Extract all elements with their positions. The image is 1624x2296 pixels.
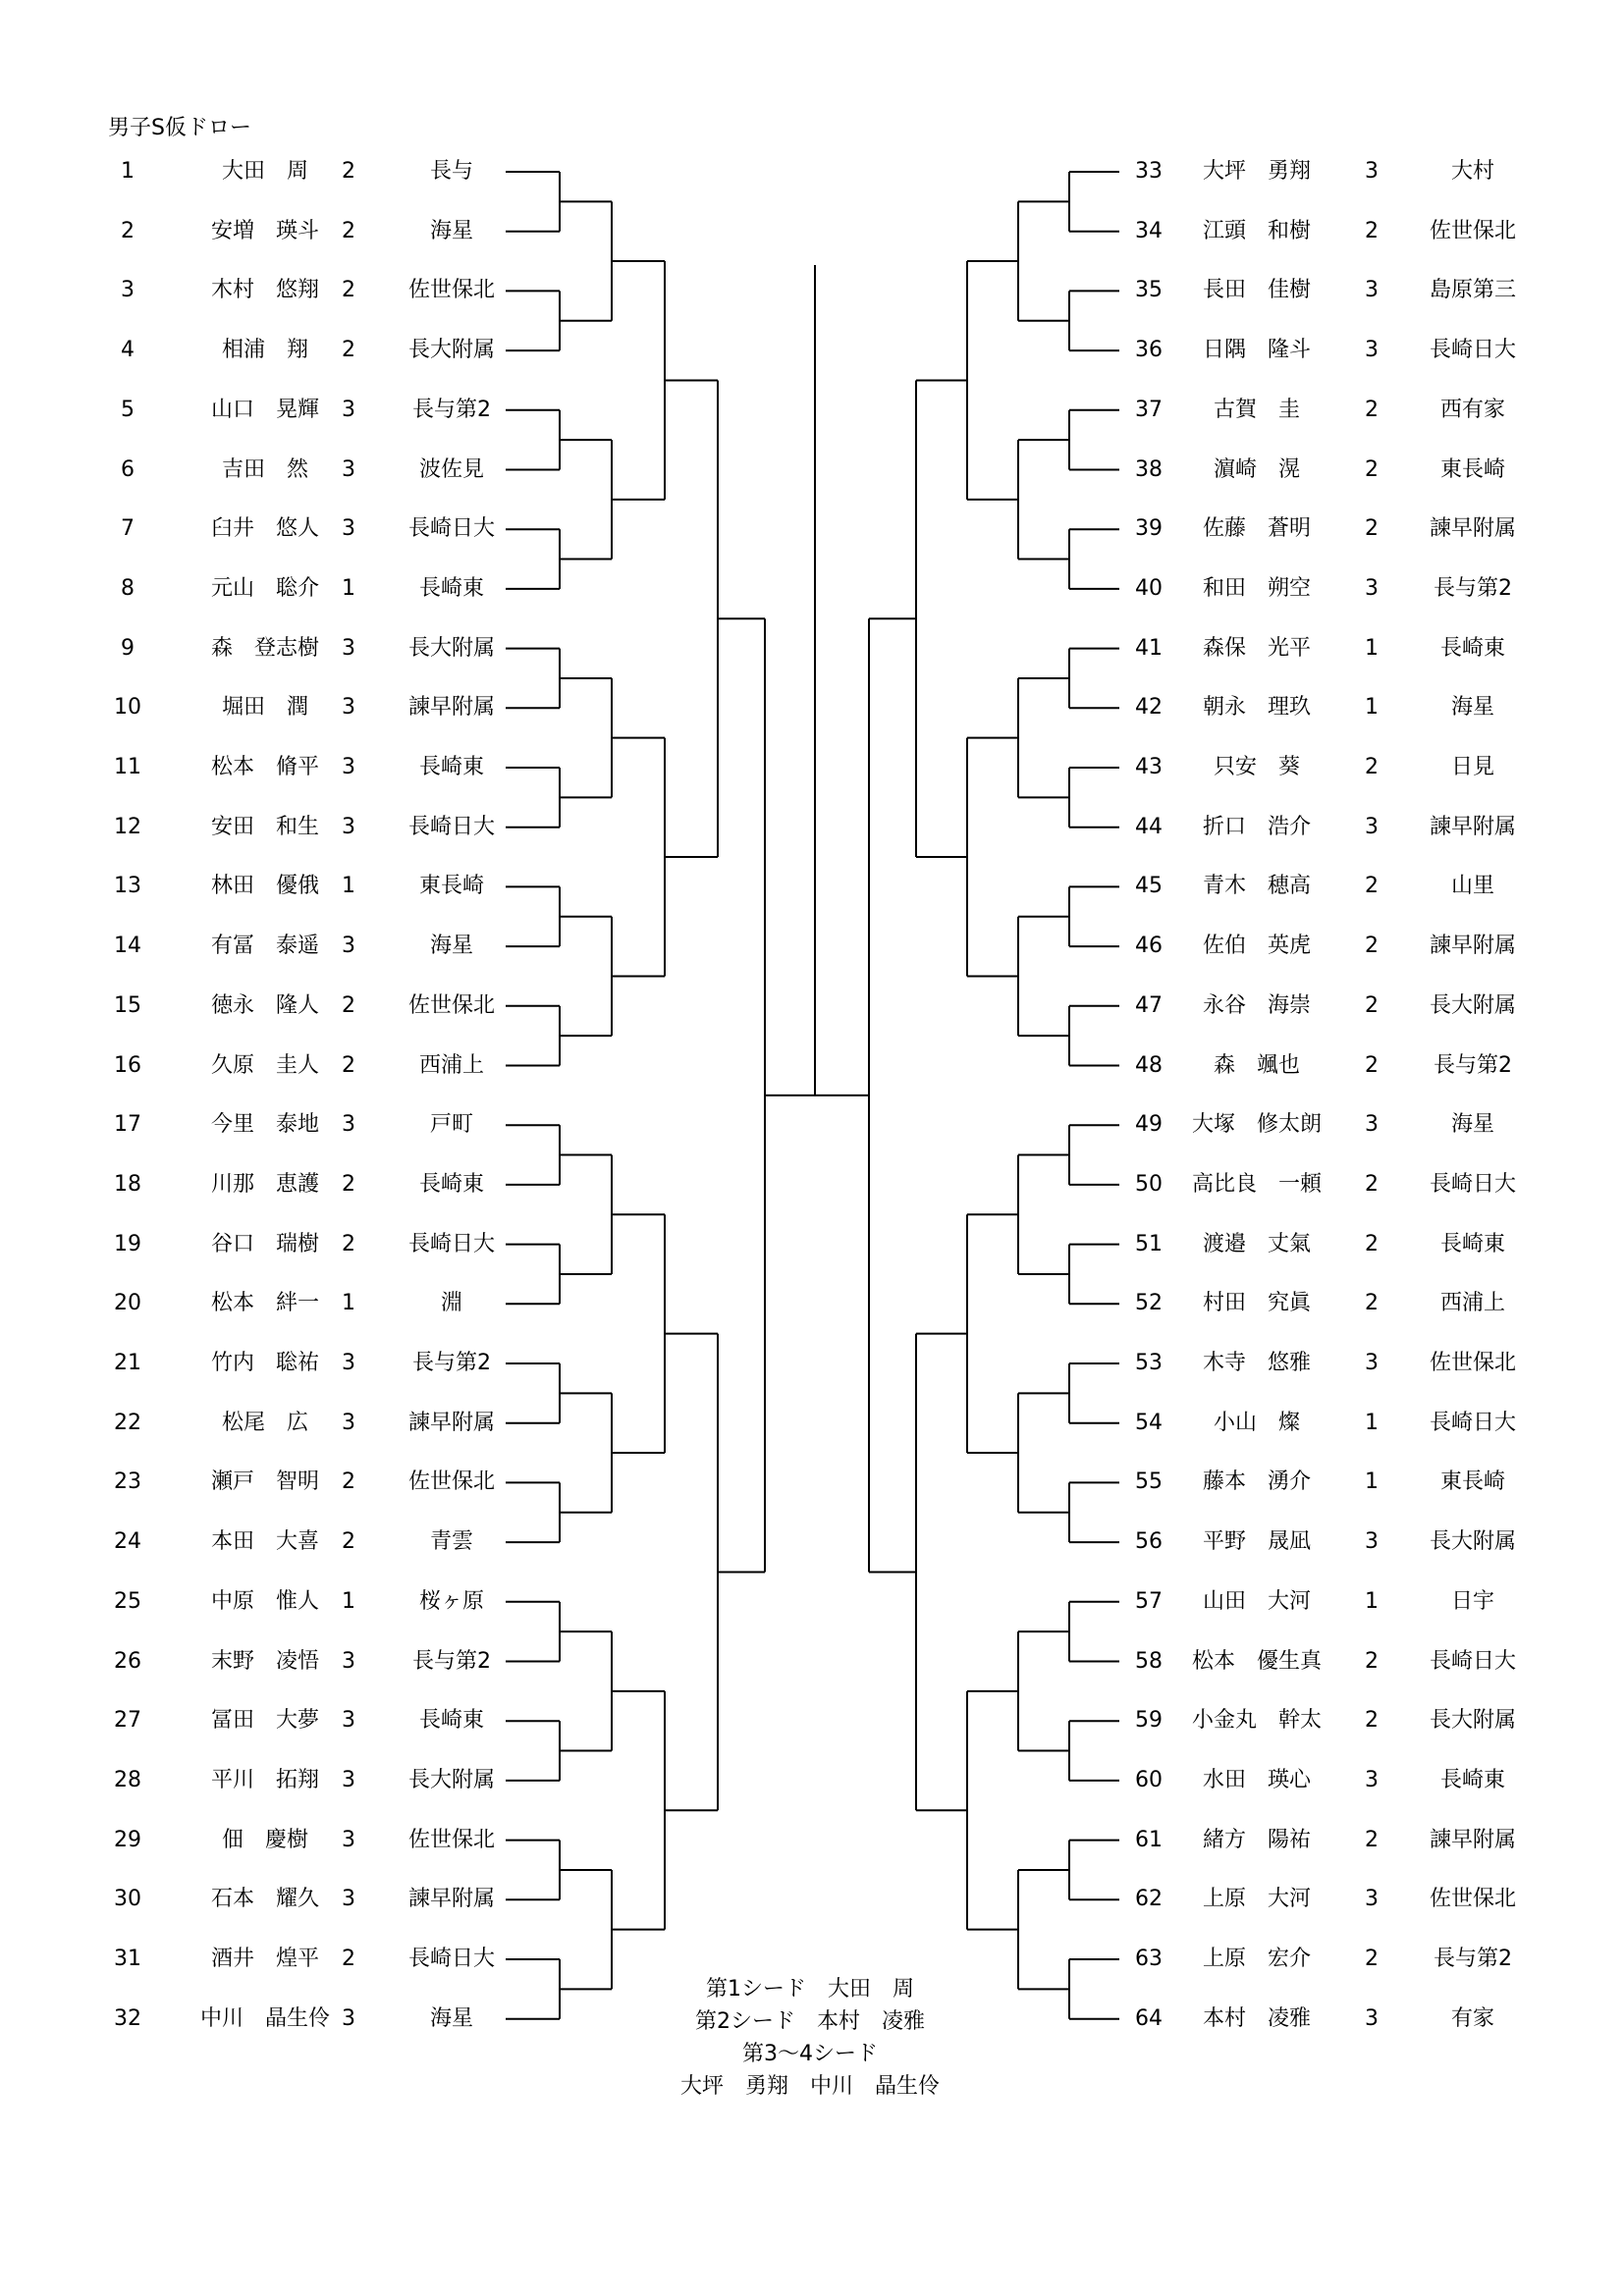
player-grade: 2 (342, 1231, 355, 1256)
player-school: 長崎東 (1439, 1231, 1505, 1256)
player-grade: 2 (1365, 516, 1379, 542)
entry-number: 48 (1135, 1052, 1163, 1078)
player-name: 山田 大河 (1202, 1588, 1311, 1614)
player-name: 瀬戸 智明 (210, 1469, 319, 1495)
player-school: 長崎日大 (1429, 338, 1516, 363)
player-name: 佃 慶樹 (221, 1827, 308, 1852)
player-grade: 2 (342, 1469, 355, 1495)
player-name: 折口 浩介 (1202, 814, 1311, 839)
player-school: 長大附属 (1429, 992, 1516, 1018)
player-school: 波佐見 (418, 456, 484, 482)
player-school: 佐世保北 (407, 992, 495, 1018)
player-name: 堀田 潤 (221, 695, 308, 721)
player-grade: 1 (342, 1588, 355, 1614)
player-grade: 3 (342, 516, 355, 542)
player-name: 村田 究眞 (1202, 1291, 1311, 1316)
player-school: 長与 (429, 159, 473, 184)
entry-number: 47 (1135, 992, 1163, 1018)
player-grade: 1 (1365, 1469, 1379, 1495)
player-name: 古賀 圭 (1213, 397, 1300, 422)
entry-number: 17 (114, 1112, 141, 1138)
player-school: 海星 (429, 218, 473, 243)
player-grade: 1 (342, 575, 355, 601)
player-school: 海星 (429, 934, 473, 959)
player-school: 長崎日大 (407, 1231, 495, 1256)
player-school: 東長崎 (418, 874, 484, 899)
entry-number: 6 (121, 456, 135, 482)
player-grade: 3 (342, 1708, 355, 1734)
entry-number: 64 (1135, 2005, 1163, 2031)
player-name: 冨田 大夢 (210, 1708, 319, 1734)
player-name: 谷口 瑞樹 (210, 1231, 319, 1256)
player-school: 長崎東 (418, 1171, 484, 1197)
player-name: 松本 絆一 (210, 1291, 319, 1316)
player-grade: 3 (1365, 814, 1379, 839)
player-name: 木寺 悠雅 (1202, 1351, 1311, 1375)
player-grade: 3 (1365, 1351, 1379, 1375)
entry-number: 37 (1135, 397, 1163, 422)
player-grade: 3 (342, 2005, 355, 2031)
player-name: 小山 燦 (1213, 1410, 1300, 1435)
player-grade: 2 (1365, 992, 1379, 1018)
player-grade: 2 (342, 338, 355, 363)
entry-number: 46 (1135, 934, 1163, 959)
entry-number: 52 (1135, 1291, 1163, 1316)
player-school: 島原第三 (1429, 278, 1516, 303)
player-grade: 3 (342, 1410, 355, 1435)
entry-number: 13 (114, 874, 141, 899)
player-school: 長崎東 (418, 575, 484, 601)
entry-number: 19 (114, 1231, 141, 1256)
player-school: 海星 (429, 2005, 473, 2031)
player-school: 長大附属 (407, 338, 495, 363)
entry-number: 12 (114, 814, 141, 839)
player-name: 酒井 煌平 (210, 1947, 319, 1971)
entry-number: 11 (114, 755, 141, 779)
player-name: 佐伯 英虎 (1202, 934, 1311, 959)
entry-number: 39 (1135, 516, 1163, 542)
entry-number: 59 (1135, 1708, 1163, 1734)
entry-number: 2 (121, 218, 135, 243)
player-name: 松尾 広 (221, 1410, 308, 1435)
player-name: 吉田 然 (221, 456, 308, 482)
player-school: 諫早附属 (407, 695, 495, 721)
player-grade: 2 (1365, 1052, 1379, 1078)
player-name: 大田 周 (221, 159, 308, 184)
entry-number: 33 (1135, 159, 1163, 184)
player-school: 西浦上 (1439, 1291, 1505, 1316)
player-grade: 3 (342, 755, 355, 779)
player-name: 森保 光平 (1202, 635, 1311, 661)
seed-line-4: 大坪 勇翔 中川 晶生伶 (679, 2074, 940, 2099)
player-school: 諫早附属 (1429, 516, 1516, 542)
player-school: 東長崎 (1439, 1469, 1505, 1495)
player-grade: 2 (1365, 874, 1379, 899)
player-grade: 2 (1365, 397, 1379, 422)
player-name: 渡邉 丈氣 (1202, 1231, 1311, 1256)
entry-number: 24 (114, 1529, 141, 1555)
player-name: 大塚 修太朗 (1191, 1112, 1322, 1138)
player-name: 濵崎 滉 (1213, 456, 1300, 482)
seed-line-3: 第3～4シード (742, 2042, 878, 2066)
entry-number: 35 (1135, 278, 1163, 303)
entry-number: 15 (114, 992, 141, 1018)
entry-number: 7 (121, 516, 135, 542)
player-school: 長与第2 (1434, 575, 1512, 601)
entry-number: 38 (1135, 456, 1163, 482)
player-name: 青木 穂高 (1202, 874, 1311, 899)
player-name: 上原 大河 (1202, 1887, 1311, 1912)
entry-number: 57 (1135, 1588, 1163, 1614)
page-title: 男子S仮ドロー (108, 116, 251, 140)
entry-number: 58 (1135, 1648, 1163, 1674)
player-school: 長大附属 (407, 1767, 495, 1792)
player-grade: 2 (1365, 1708, 1379, 1734)
player-school: 長大附属 (407, 635, 495, 661)
player-grade: 2 (342, 1947, 355, 1971)
player-grade: 3 (342, 814, 355, 839)
player-grade: 3 (342, 1351, 355, 1375)
player-name: 永谷 海崇 (1202, 992, 1311, 1018)
player-name: 相浦 翔 (221, 338, 308, 363)
player-name: 江頭 和樹 (1202, 218, 1311, 243)
player-name: 今里 泰地 (210, 1112, 319, 1138)
player-name: 山口 晃輝 (210, 397, 319, 422)
player-name: 松本 優生真 (1191, 1648, 1322, 1674)
entry-number: 21 (114, 1351, 141, 1375)
entry-number: 14 (114, 934, 141, 959)
entry-number: 27 (114, 1708, 141, 1734)
player-name: 林田 優俄 (210, 874, 319, 899)
player-school: 佐世保北 (407, 1827, 495, 1852)
entry-number: 10 (114, 695, 141, 721)
player-name: 緒方 陽祐 (1202, 1827, 1311, 1852)
entry-number: 51 (1135, 1231, 1163, 1256)
player-grade: 2 (1365, 1171, 1379, 1197)
entry-number: 34 (1135, 218, 1163, 243)
entry-number: 61 (1135, 1827, 1163, 1852)
player-name: 藤本 湧介 (1202, 1469, 1311, 1495)
player-grade: 2 (1365, 1947, 1379, 1971)
player-school: 佐世保北 (1429, 1887, 1516, 1912)
player-grade: 2 (342, 992, 355, 1018)
player-grade: 1 (342, 874, 355, 899)
player-name: 日隅 隆斗 (1202, 338, 1311, 363)
entry-number: 43 (1135, 755, 1163, 779)
entry-number: 23 (114, 1469, 141, 1495)
player-school: 長崎日大 (407, 1947, 495, 1971)
entry-number: 41 (1135, 635, 1163, 661)
entry-number: 42 (1135, 695, 1163, 721)
entry-number: 20 (114, 1291, 141, 1316)
entry-number: 29 (114, 1827, 141, 1852)
player-school: 長崎日大 (1429, 1410, 1516, 1435)
player-name: 森 登志樹 (210, 635, 319, 661)
player-school: 佐世保北 (407, 1469, 495, 1495)
player-name: 安増 瑛斗 (210, 218, 319, 243)
player-name: 安田 和生 (210, 814, 319, 839)
player-grade: 2 (1365, 1231, 1379, 1256)
entry-number: 50 (1135, 1171, 1163, 1197)
entry-number: 9 (121, 635, 135, 661)
player-grade: 3 (342, 1767, 355, 1792)
player-name: 木村 悠翔 (210, 278, 319, 303)
seed-info (638, 1973, 982, 2103)
player-school: 長崎東 (1439, 1767, 1505, 1792)
player-school: 諫早附属 (407, 1887, 495, 1912)
player-grade: 1 (342, 1291, 355, 1316)
player-name: 本田 大喜 (210, 1529, 319, 1555)
player-name: 大坪 勇翔 (1202, 159, 1311, 184)
player-grade: 2 (1365, 755, 1379, 779)
player-school: 佐世保北 (1429, 1351, 1516, 1375)
entry-number: 30 (114, 1887, 141, 1912)
entry-number: 32 (114, 2005, 141, 2031)
player-grade: 2 (342, 1171, 355, 1197)
player-grade: 3 (342, 934, 355, 959)
player-school: 有家 (1450, 2005, 1494, 2031)
player-name: 和田 朔空 (1202, 575, 1311, 601)
player-school: 長崎日大 (1429, 1171, 1516, 1197)
entry-number: 40 (1135, 575, 1163, 601)
player-name: 臼井 悠人 (210, 516, 319, 542)
player-grade: 3 (1365, 1112, 1379, 1138)
entry-number: 5 (121, 397, 135, 422)
player-grade: 2 (1365, 456, 1379, 482)
player-school: 西有家 (1439, 397, 1505, 422)
player-name: 只安 葵 (1213, 755, 1300, 779)
player-school: 諫早附属 (1429, 934, 1516, 959)
player-name: 中原 惟人 (210, 1588, 319, 1614)
entry-number: 60 (1135, 1767, 1163, 1792)
player-grade: 3 (1365, 1529, 1379, 1555)
player-grade: 3 (1365, 159, 1379, 184)
player-name: 上原 宏介 (1202, 1947, 1311, 1971)
player-grade: 3 (1365, 1887, 1379, 1912)
player-grade: 2 (1365, 934, 1379, 959)
player-grade: 3 (342, 1887, 355, 1912)
entry-number: 4 (121, 338, 135, 363)
entry-number: 1 (121, 159, 135, 184)
player-name: 小金丸 幹太 (1191, 1708, 1322, 1734)
entry-number: 49 (1135, 1112, 1163, 1138)
player-school: 長与第2 (1434, 1052, 1512, 1078)
player-name: 竹内 聡祐 (210, 1351, 319, 1375)
player-school: 長大附属 (1429, 1529, 1516, 1555)
player-grade: 2 (342, 159, 355, 184)
player-grade: 1 (1365, 1410, 1379, 1435)
entry-number: 63 (1135, 1947, 1163, 1971)
player-school: 長崎東 (418, 1708, 484, 1734)
player-name: 水田 瑛心 (1202, 1767, 1311, 1792)
player-name: 朝永 理玖 (1202, 695, 1311, 721)
entry-number: 31 (114, 1947, 141, 1971)
player-school: 青雲 (429, 1529, 473, 1555)
player-grade: 3 (342, 1648, 355, 1674)
player-school: 海星 (1450, 1112, 1494, 1138)
player-grade: 3 (342, 635, 355, 661)
player-name: 森 颯也 (1213, 1052, 1300, 1078)
entry-number: 26 (114, 1648, 141, 1674)
player-name: 平川 拓翔 (210, 1767, 319, 1792)
player-school: 日見 (1450, 755, 1494, 779)
entry-number: 54 (1135, 1410, 1163, 1435)
player-school: 長崎日大 (407, 516, 495, 542)
entry-number: 3 (121, 278, 135, 303)
player-grade: 1 (1365, 1588, 1379, 1614)
player-school: 長大附属 (1429, 1708, 1516, 1734)
player-name: 本村 凌雅 (1202, 2005, 1311, 2031)
player-grade: 2 (1365, 1291, 1379, 1316)
player-name: 久原 圭人 (210, 1052, 319, 1078)
player-grade: 2 (342, 278, 355, 303)
player-grade: 1 (1365, 695, 1379, 721)
player-name: 徳永 隆人 (210, 992, 319, 1018)
entry-number: 28 (114, 1767, 141, 1792)
player-school: 西浦上 (418, 1052, 484, 1078)
player-school: 淵 (440, 1291, 462, 1316)
player-name: 石本 耀久 (210, 1887, 319, 1912)
seed-line-2: 第2シード 本村 凌雅 (695, 2009, 925, 2034)
player-school: 長崎東 (418, 755, 484, 779)
player-grade: 1 (1365, 635, 1379, 661)
player-name: 川那 恵護 (210, 1171, 319, 1197)
player-grade: 2 (342, 1529, 355, 1555)
entry-number: 25 (114, 1588, 141, 1614)
player-grade: 2 (342, 218, 355, 243)
entry-number: 62 (1135, 1887, 1163, 1912)
player-grade: 3 (342, 1112, 355, 1138)
entry-number: 36 (1135, 338, 1163, 363)
player-grade: 2 (1365, 1648, 1379, 1674)
player-name: 高比良 一頼 (1191, 1171, 1322, 1197)
player-school: 日宇 (1450, 1588, 1494, 1614)
player-grade: 3 (342, 1827, 355, 1852)
player-school: 長与第2 (412, 397, 491, 422)
player-grade: 3 (1365, 278, 1379, 303)
player-school: 海星 (1450, 695, 1494, 721)
player-school: 長与第2 (412, 1351, 491, 1375)
seed-line-1: 第1シード 大田 周 (706, 1977, 914, 2002)
player-grade: 3 (342, 397, 355, 422)
player-school: 諫早附属 (1429, 814, 1516, 839)
player-grade: 2 (1365, 218, 1379, 243)
player-school: 戸町 (429, 1112, 473, 1138)
player-school: 諫早附属 (407, 1410, 495, 1435)
player-school: 大村 (1450, 159, 1494, 184)
player-grade: 3 (342, 695, 355, 721)
player-grade: 3 (1365, 1767, 1379, 1792)
player-name: 末野 凌悟 (210, 1648, 319, 1674)
entry-number: 18 (114, 1171, 141, 1197)
player-grade: 3 (1365, 2005, 1379, 2031)
player-school: 桜ヶ原 (418, 1588, 484, 1614)
player-name: 松本 脩平 (210, 755, 319, 779)
player-name: 平野 晟凪 (1202, 1529, 1311, 1555)
player-school: 長与第2 (1434, 1947, 1512, 1971)
player-school: 佐世保北 (407, 278, 495, 303)
entry-number: 55 (1135, 1469, 1163, 1495)
player-name: 元山 聡介 (210, 575, 319, 601)
player-school: 長崎東 (1439, 635, 1505, 661)
player-name: 佐藤 蒼明 (1202, 516, 1311, 542)
player-school: 東長崎 (1439, 456, 1505, 482)
player-school: 山里 (1450, 874, 1494, 899)
entry-number: 53 (1135, 1351, 1163, 1375)
entry-number: 44 (1135, 814, 1163, 839)
player-grade: 3 (1365, 338, 1379, 363)
player-grade: 3 (1365, 575, 1379, 601)
player-school: 長与第2 (412, 1648, 491, 1674)
player-grade: 2 (342, 1052, 355, 1078)
player-school: 諫早附属 (1429, 1827, 1516, 1852)
entry-number: 45 (1135, 874, 1163, 899)
player-name: 有冨 泰遥 (210, 934, 319, 959)
entry-number: 16 (114, 1052, 141, 1078)
player-school: 長崎日大 (1429, 1648, 1516, 1674)
entry-number: 8 (121, 575, 135, 601)
player-grade: 3 (342, 456, 355, 482)
player-school: 佐世保北 (1429, 218, 1516, 243)
player-school: 長崎日大 (407, 814, 495, 839)
player-name: 中川 晶生伶 (199, 2005, 330, 2031)
player-name: 長田 佳樹 (1202, 278, 1311, 303)
entry-number: 56 (1135, 1529, 1163, 1555)
player-grade: 2 (1365, 1827, 1379, 1852)
entry-number: 22 (114, 1410, 141, 1435)
